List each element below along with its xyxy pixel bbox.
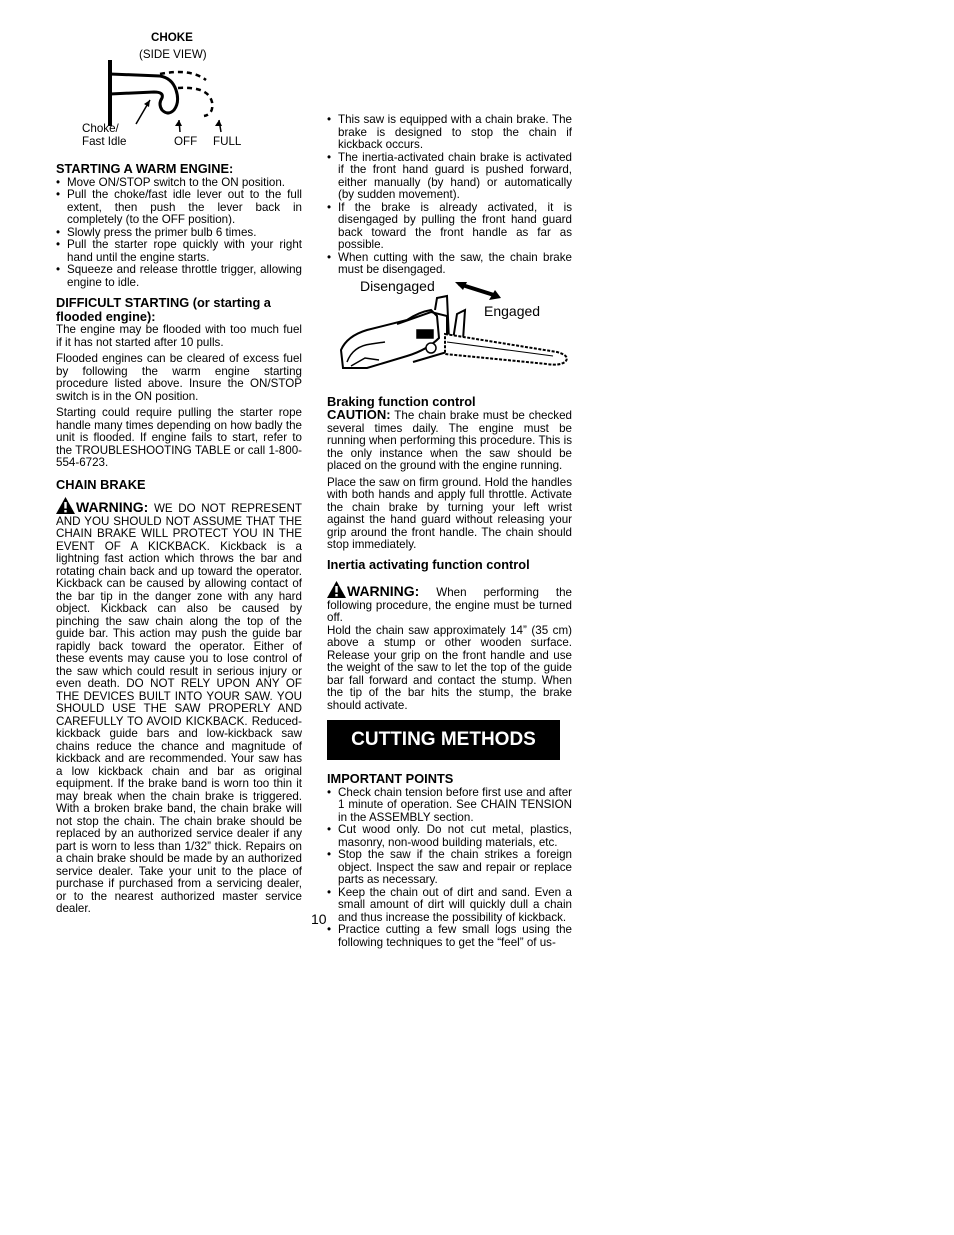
list-item: • Pull the choke/fast idle lever out to the full extent, then push the lever back in completely (to the OFF position).: [56, 189, 302, 227]
braking-paragraph-2: Place the saw on firm ground. Hold the handles with both hands and apply full throttle. Activate the chain brake by turning your left wrist against the hand guard without releasing your grip around the front handle. The chain should stop immediately.: [327, 475, 572, 551]
choke-lever-illustration: [100, 58, 230, 138]
warm-engine-list: [56, 177, 302, 290]
warning-label: WARNING:: [347, 583, 420, 599]
list-item: • Squeeze and release throttle trigger, allowing engine to idle.: [56, 264, 302, 289]
chain-brake-heading: CHAIN BRAKE: [56, 476, 146, 492]
caution-label: CAUTION:: [327, 407, 391, 422]
left-column: [56, 158, 302, 920]
list-item: • This saw is equipped with a chain brake. The brake is designed to stop the chain if kickback occurs.: [327, 114, 572, 152]
list-item: • Stop the saw if the chain strikes a foreign object. Inspect the saw and repair or replace parts as necessary.: [327, 849, 572, 887]
warm-engine-heading: STARTING A WARM ENGINE:: [56, 161, 234, 176]
warning-text: WE DO NOT REPRESENT AND YOU SHOULD NOT ASSUME THAT THE CHAIN BRAKE WILL PROTECT YOU IN THE EVENT OF A KICKBACK. Kickback is a lightning fast action which throws the bar and rotating chain back and up toward the operator. Kickback can be caused by allowing contact of the bar tip in the danger zone with any hard object. Kickback can also be caused by pinching the saw chain along the top of the guide bar. This action may push the guide bar rapidly back toward the operator. Either of these events may cause you to lose control of the saw which could result in serious injury or even death. DO NOT RELY UPON ANY OF THE DEVICES BUILT INTO YOUR SAW. YOU SHOULD USE THE SAW PROPERLY AND CAREFULLY TO AVOID KICKBACK. Reduced-kickback guide bars and low-kickback saw chains reduce the chance and magnitude of kickback and are recommended. Your saw has a low kickback chain and bar as original equipment. If the brake band is worn too thin it may break when the chain brake is triggered. With a broken brake band, the chain brake will not stop the chain. The chain brake should be replaced by an authorized service dealer if any part is worn to less than 1/32” thick. Repairs on a chain brake should be made by an authorized service dealer. Take your unit to the place of purchase if purchased from a servicing dealer, or to the nearest authorized master service dealer.: [56, 502, 302, 915]
full-label: FULL: [213, 135, 242, 148]
cutting-methods-title: CUTTING METHODS: [327, 720, 560, 760]
braking-function-heading: Braking function control: [327, 393, 476, 409]
list-item: • Pull the starter rope quickly with your right hand until the engine starts.: [56, 239, 302, 264]
difficult-starting-heading: DIFFICULT STARTING (or starting a flooded engine):: [56, 295, 271, 324]
list-item: • When cutting with the saw, the chain brake must be disengaged.: [327, 252, 572, 277]
choke-figure-subtitle: (SIDE VIEW): [139, 48, 207, 61]
warning-triangle-icon: [56, 497, 75, 514]
choke-label: Choke/: [82, 122, 119, 135]
warning-text: When performing the following procedure, the engine must be turned off.: [327, 586, 572, 624]
list-item: • Practice cutting a few small logs using the following techniques to get the “feel” of us-: [327, 924, 572, 949]
off-label: OFF: [174, 135, 198, 148]
disengaged-label: Disengaged: [360, 277, 435, 294]
inertia-warning: [327, 581, 572, 625]
warning-triangle-icon: [327, 581, 346, 598]
page-number: 10: [311, 911, 327, 927]
braking-caution: [327, 409, 572, 473]
right-column: [327, 30, 572, 952]
difficult-paragraph-1: The engine may be flooded with too much fuel if it has not started after 10 pulls.: [56, 323, 302, 349]
choke-figure-title: CHOKE: [151, 31, 193, 44]
list-item: • Check chain tension before first use and after 1 minute of operation. See CHAIN TENSION in the ASSEMBLY section.: [327, 787, 572, 825]
brake-figure: [327, 277, 572, 388]
inertia-paragraph-2: Hold the chain saw approximately 14” (35 cm) above a stump or other wooden surface. Release your grip on the front handle and use the weight of the saw to let the top of the guide bar fall forward and contact the stump. When the tip of the bar hits the stump, the brake should activate.: [327, 623, 572, 712]
list-item: • Cut wood only. Do not cut metal, plastics, masonry, non-wood building materials, etc.: [327, 824, 572, 849]
important-points-heading: IMPORTANT POINTS: [327, 771, 454, 786]
list-item: • If the brake is already activated, it is disengaged by pulling the front hand guard back toward the front handle as far as possible.: [327, 202, 572, 252]
difficult-paragraph-2: Flooded engines can be cleared of excess fuel by following the warm engine starting procedure listed above. Insure the ON/STOP switch is in the ON position.: [56, 352, 302, 403]
list-item: • Keep the chain out of dirt and sand. Even a small amount of dirt will quickly dull a chain and thus increase the possibility of kickback.: [327, 887, 572, 925]
list-item: • The inertia-activated chain brake is activated if the front hand guard is pushed forward, either manually (by hand) or automatically (by sudden movement).: [327, 152, 572, 202]
important-points-list: [327, 787, 572, 950]
caution-text: The chain brake must be checked several times daily. The engine must be running when performing this procedure. This is the only instance when the saw should be placed on the ground with the engine running.: [327, 409, 572, 472]
difficult-paragraph-3: Starting could require pulling the starter rope handle many times depending on how badly the unit is flooded. If engine fails to start, refer to the TROUBLESHOOTING TABLE or call 1-800-554-6723.: [56, 406, 302, 469]
list-item: • Slowly press the primer bulb 6 times.: [56, 227, 302, 240]
chain-brake-warning: [56, 497, 302, 916]
warning-label: WARNING:: [76, 499, 149, 515]
engaged-label: Engaged: [484, 302, 541, 319]
list-item: • Move ON/STOP switch to the ON position.: [56, 177, 302, 190]
chainsaw-illustration: [327, 277, 572, 388]
inertia-heading: Inertia activating function control: [327, 556, 530, 572]
chain-brake-list: [327, 114, 572, 277]
fast-idle-label: Fast Idle: [82, 135, 127, 148]
